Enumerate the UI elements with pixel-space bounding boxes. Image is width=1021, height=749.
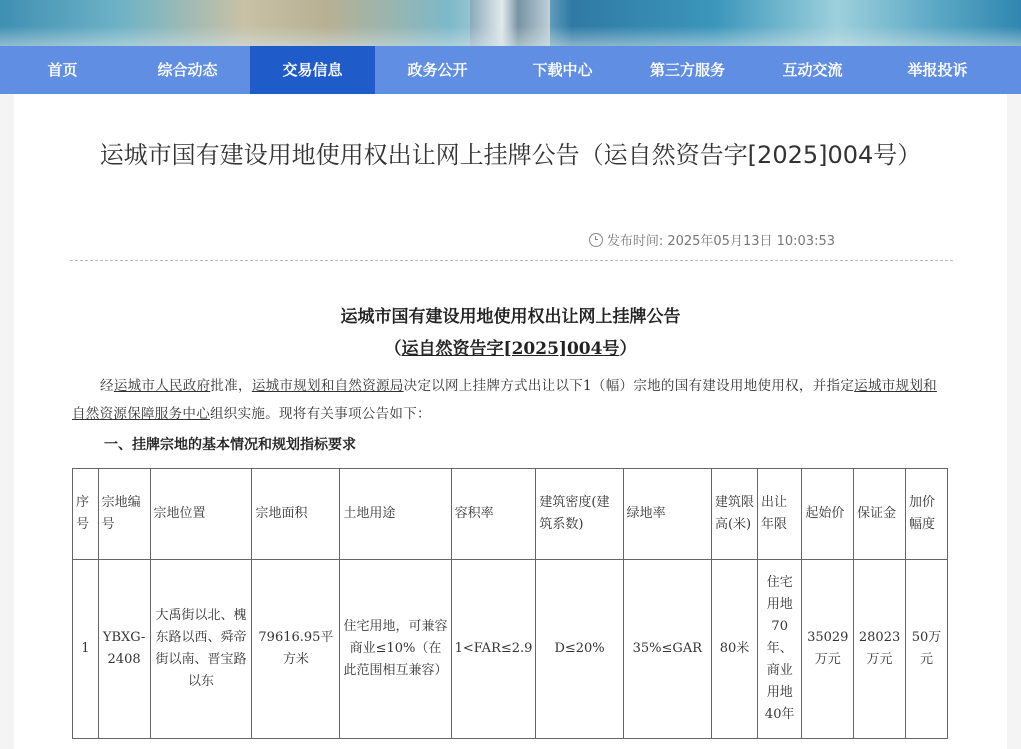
table-header: 建筑密度(建筑系数) xyxy=(536,469,623,560)
doc-subtitle-close: ） xyxy=(619,339,637,359)
link-service-center[interactable]: 运城市规划和自然资源保障服务中心 xyxy=(72,378,937,422)
page-title: 运城市国有建设用地使用权出让网上挂牌公告（运自然资告字[2025]004号） xyxy=(99,141,922,169)
publish-label: 发布时间: xyxy=(606,234,664,249)
table-header-row xyxy=(73,469,948,560)
article-card xyxy=(14,94,1007,749)
table-cell: D≤20% xyxy=(536,560,623,739)
table-cell: 80米 xyxy=(711,560,757,739)
banner-shore-decoration xyxy=(0,26,1021,46)
table-header: 保证金 xyxy=(854,469,906,560)
table-cell: 35029万元 xyxy=(802,560,854,739)
intro-paragraph xyxy=(72,372,938,428)
table-header: 容积率 xyxy=(451,469,536,560)
nav-item-report[interactable]: 举报投诉 xyxy=(907,61,968,79)
table-cell: 50万元 xyxy=(905,560,947,739)
table-header: 起始价 xyxy=(802,469,854,560)
table-cell: 住宅用地，可兼容商业≤10%（在此范围相互兼容） xyxy=(340,560,451,739)
table-header: 绿地率 xyxy=(623,469,711,560)
table-row xyxy=(73,560,948,739)
clock-icon xyxy=(589,233,603,247)
table-header: 建筑限高(米) xyxy=(711,469,757,560)
table-header: 宗地面积 xyxy=(252,469,340,560)
table-cell: 1<FAR≤2.9 xyxy=(451,560,536,739)
table-cell: YBXG-2408 xyxy=(98,560,150,739)
table-header: 土地用途 xyxy=(340,469,451,560)
table-header: 宗地位置 xyxy=(150,469,252,560)
intro-text: 组织实施。现将有关事项公告如下： xyxy=(210,406,431,422)
main-nav xyxy=(0,46,1021,94)
table-header: 序号 xyxy=(73,469,99,560)
table-cell: 大禹街以北、槐东路以西、舜帝街以南、晋宝路以东 xyxy=(150,560,252,739)
publish-time-value: 2025年05月13日 10:03:53 xyxy=(667,234,835,249)
table-cell: 28023万元 xyxy=(854,560,906,739)
link-city-government[interactable]: 运城市人民政府 xyxy=(113,378,211,394)
table-cell: 住宅用地70年、商业用地40年 xyxy=(758,560,802,739)
title-divider xyxy=(70,260,953,261)
table-cell: 79616.95平方米 xyxy=(252,560,340,739)
table-cell: 1 xyxy=(73,560,99,739)
table-header: 加价幅度 xyxy=(905,469,947,560)
nav-item-trade-info[interactable]: 交易信息 xyxy=(250,46,375,94)
table-header: 宗地编号 xyxy=(98,469,150,560)
nav-item-third-party[interactable]: 第三方服务 xyxy=(649,61,725,79)
table-header: 出让年限 xyxy=(758,469,802,560)
doc-subtitle-open: （ xyxy=(384,339,402,359)
intro-text: 决定以网上挂牌方式出让以下1（幅）宗地的国有建设用地使用权，并指定 xyxy=(403,378,855,394)
doc-number: 运自然资告字[2025]004号 xyxy=(401,339,620,359)
nav-item-downloads[interactable]: 下载中心 xyxy=(532,61,593,79)
link-planning-bureau[interactable]: 运城市规划和自然资源局 xyxy=(251,378,404,394)
intro-text: 批准， xyxy=(210,378,252,394)
section-heading: 一、挂牌宗地的基本情况和规划指标要求 xyxy=(104,437,356,453)
table-cell: 35%≤GAR xyxy=(623,560,711,739)
doc-title: 运城市国有建设用地使用权出让网上挂牌公告 xyxy=(340,307,681,327)
intro-text: 经 xyxy=(100,378,114,394)
nav-item-home[interactable]: 首页 xyxy=(47,61,78,79)
land-parcel-table xyxy=(72,468,948,739)
doc-subtitle xyxy=(14,334,1007,359)
publish-time xyxy=(589,230,835,249)
nav-item-gov-affairs[interactable]: 政务公开 xyxy=(407,61,468,79)
header-banner xyxy=(0,0,1021,46)
nav-item-interaction[interactable]: 互动交流 xyxy=(782,61,843,79)
nav-item-news[interactable]: 综合动态 xyxy=(157,61,218,79)
